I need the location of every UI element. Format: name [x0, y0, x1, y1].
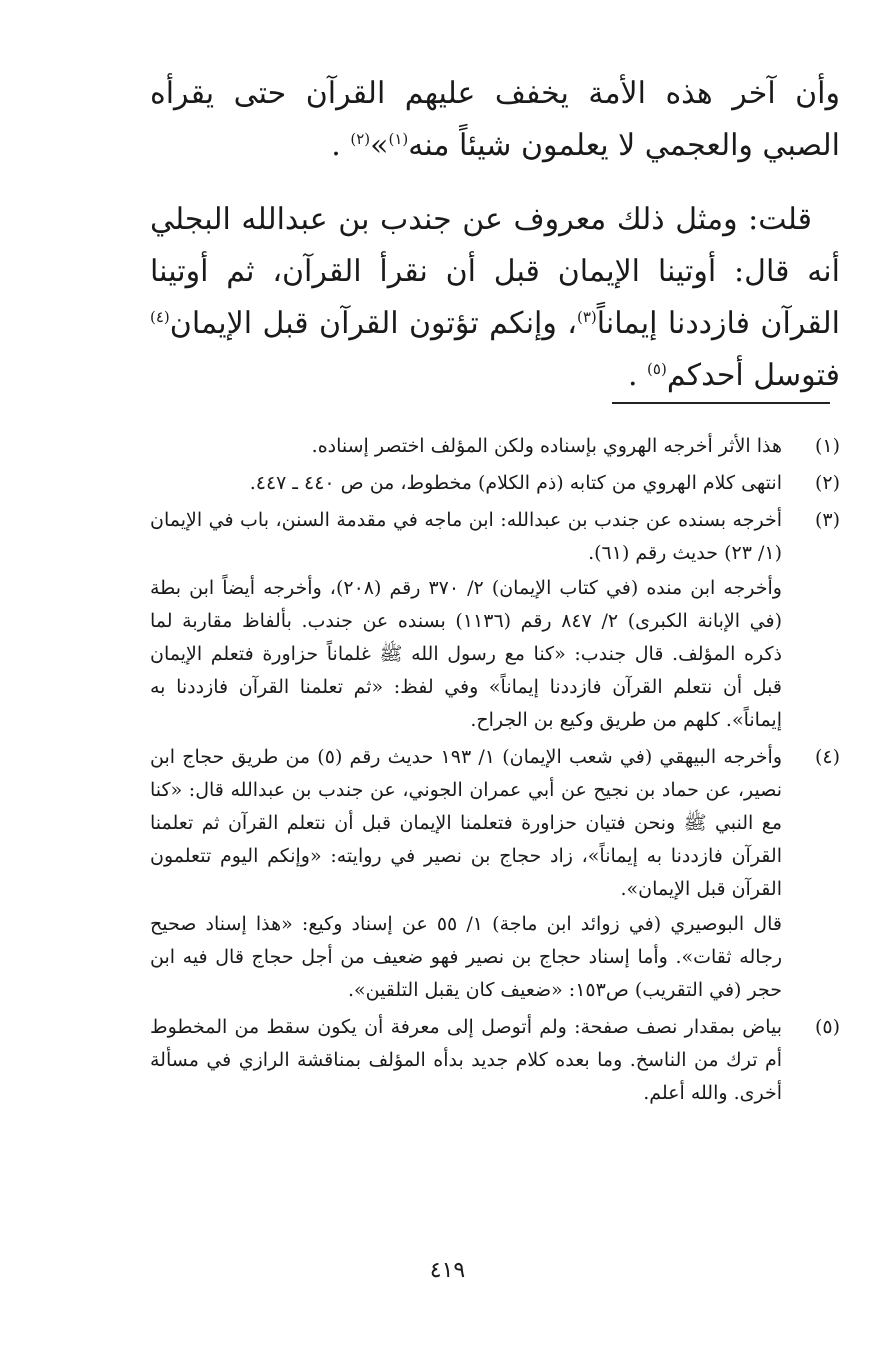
footnote-text: وأخرجه البيهقي (في شعب الإيمان) ١/ ١٩٣ حديث رقم (٥) من طريق حجاج ابن نصير، عن حماد بن نجيح عن أبي عمران الجوني، عن جندب بن عبدالله قال: «كنا مع النبي ﷺ ونحن فتيان حزاورة فتعلمنا الإيمان قبل أن نتعلم القرآن ثم تعلمنا القرآن فازددنا به إيماناً»، زاد حجاج بن نصير في روايته: «وإنكم اليوم تتعلمون القرآن قبل الإيمان».: [150, 746, 783, 900]
footnote-text: بياض بمقدار نصف صفحة: ولم أتوصل إلى معرفة أن يكون سقط من المخطوط أم ترك من الناسخ. وما بعده كلام جديد بدأه المؤلف بمناقشة الرازي في مسألة أخرى. والله أعلم.: [150, 1016, 782, 1104]
main-paragraph-1: [150, 68, 840, 172]
main-paragraph-1-text: وأن آخر هذه الأمة يخفف عليهم القرآن حتى يقرأه الصبي والعجمي لا يعلمون شيئاً منه: [150, 76, 840, 163]
footnote-text: أخرجه بسنده عن جندب بن عبدالله: ابن ماجه في مقدمة السنن، باب في الإيمان (١/ ٢٣) حديث رقم (٦١).: [150, 509, 782, 564]
footnote-number: (٣): [814, 509, 840, 531]
main-paragraph-2-text-b: ، وإنكم تؤتون القرآن قبل الإيمان: [169, 306, 577, 341]
footnote-3: [150, 504, 840, 737]
footnote-4: [150, 741, 840, 1007]
footnote-number: (١): [814, 435, 840, 457]
footnote-number: (٥): [814, 1016, 840, 1038]
footnote-text: انتهى كلام الهروي من كتابه (ذم الكلام) مخطوط، من ص ٤٤٠ ـ ٤٤٧.: [249, 472, 782, 494]
footnote-number: (٢): [814, 472, 840, 494]
footnote-text: قال البوصيري (في زوائد ابن ماجة) ١/ ٥٥ عن إسناد وكيع: «هذا إسناد صحيح رجاله ثقات». وأما إسناد حجاج بن نصير فهو ضعيف من أجل حجاج قال فيه ابن حجر (في التقريب) ص١٥٣: «ضعيف كان يقبل التلقين».: [150, 913, 782, 1001]
paragraph-end: .: [627, 358, 648, 393]
page-number: ٤١٩: [429, 1258, 466, 1283]
main-paragraph-2: [150, 194, 840, 402]
main-paragraph-2-text-c: فتوسل أحدكم: [666, 358, 840, 393]
footnote-5: [150, 1011, 840, 1110]
footnote-ref-3: (٣): [576, 308, 597, 326]
closing-quote: »: [370, 128, 389, 163]
footnotes: [150, 430, 840, 1114]
main-paragraph-2-text: قلت: ومثل ذلك معروف عن جندب بن عبدالله البجلي أنه قال: أوتينا الإيمان قبل أن نقرأ القرآن، ثم أوتينا القرآن فازددنا إيماناً: [150, 202, 840, 341]
footnote-1: [150, 430, 840, 463]
footnote-text: وأخرجه ابن منده (في كتاب الإيمان) ٢/ ٣٧٠ رقم (٢٠٨)، وأخرجه أيضاً ابن بطة (في الإبانة الكبرى) ٢/ ٨٤٧ رقم (١١٣٦) بسنده عن جندب. بألفاظ مقاربة لما ذكره المؤلف. قال جندب: «كنا مع رسول الله ﷺ غلماناً حزاورة فتعلم الإيمان قبل أن نتعلم القرآن فازددنا إيماناً» وفي لفظ: «ثم تعلمنا القرآن فازددنا به إيماناً». كلهم من طريق وكيع بن الجراح.: [150, 577, 783, 731]
footnote-number: (٤): [814, 746, 840, 768]
footnote-text: هذا الأثر أخرجه الهروي بإسناده ولكن المؤلف اختصر إسناده.: [311, 435, 782, 457]
footnote-ref-4: (٤): [150, 308, 170, 326]
footnote-ref-2: (٢): [350, 130, 371, 148]
paragraph-end: .: [331, 128, 351, 163]
footnote-separator: [612, 402, 830, 404]
footnote-2: [150, 467, 840, 500]
footnote-ref-5: (٥): [647, 360, 667, 378]
main-text: [150, 68, 840, 402]
footnote-ref-1: (١): [388, 130, 409, 148]
